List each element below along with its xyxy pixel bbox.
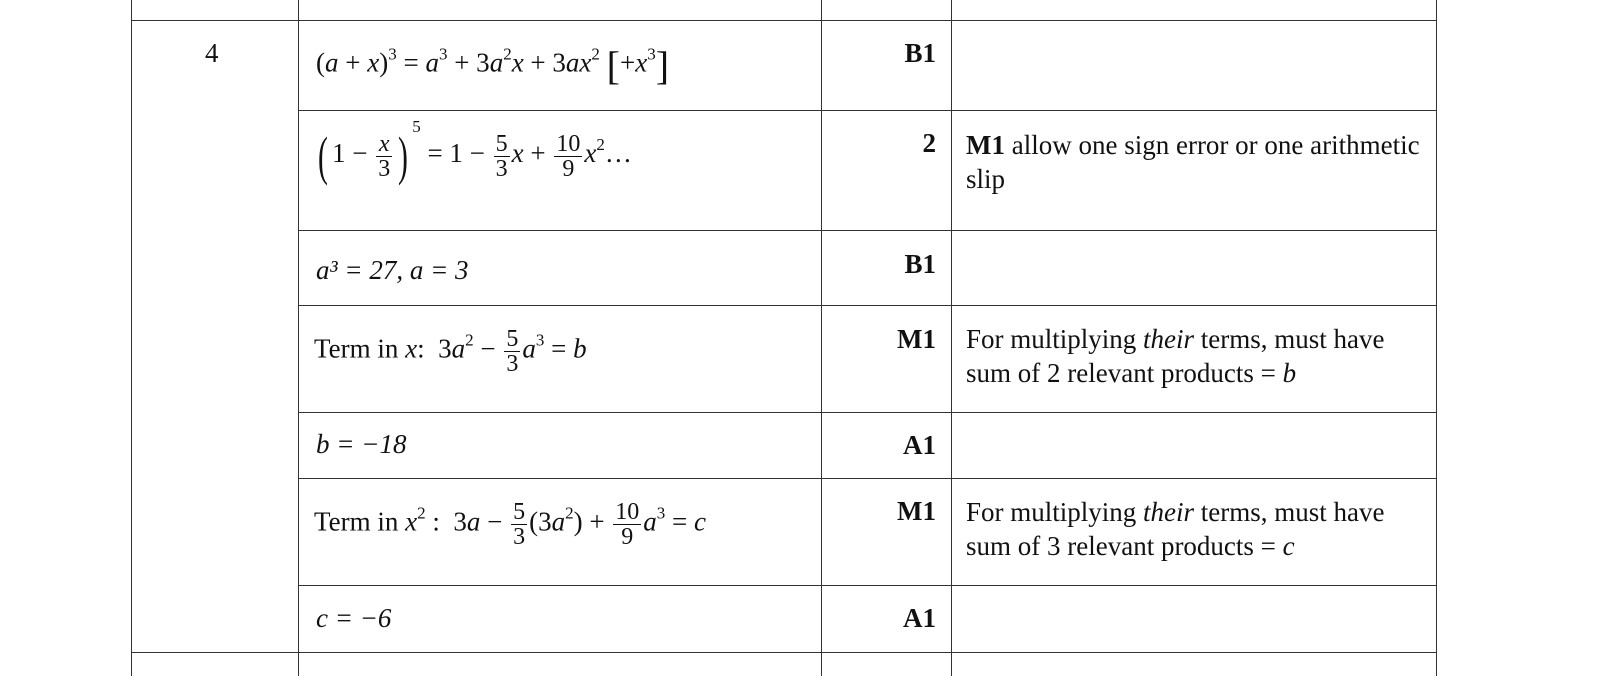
guidance-emphasis: their	[1143, 324, 1195, 354]
guidance-row-6	[966, 495, 1431, 563]
mark-row-4: M1	[897, 324, 936, 354]
table-divider-guidance	[951, 0, 952, 676]
term-label: Term in	[314, 506, 406, 537]
row-divider	[298, 305, 1437, 306]
guidance-variable: b	[1282, 358, 1297, 388]
row-divider	[298, 412, 1437, 413]
table-border-left	[131, 0, 132, 676]
row-divider	[298, 110, 1437, 111]
mark-row-6: M1	[897, 496, 936, 526]
mark-row-1: B1	[904, 38, 936, 68]
guidance-text: For multiplying	[966, 497, 1144, 527]
guidance-row-2	[966, 128, 1426, 196]
guidance-variable: c	[1282, 531, 1295, 561]
answer-term-in-x-squared: Term in $x^2$ : 3a − $\frac{5}{3}$ $(3a^2)$ + $\frac{10}{9}$ $a^3 = c$	[314, 499, 707, 550]
answer-expansion-cube: $(a + x)^3 = a^3 + 3a^2x + 3ax^2$ $[+x^3]$	[316, 43, 670, 88]
answer-binomial-expansion: ( 1 − $\frac{x}{3}$ ) $^5$ = 1 − $\frac{5}{3}$ x + $\frac{10}{9}$ $x^2\dots$	[318, 117, 632, 186]
question-number: 4	[205, 38, 219, 68]
row-divider	[131, 652, 1437, 653]
guidance-text: For multiplying	[966, 324, 1144, 354]
row-divider	[298, 478, 1437, 479]
table-divider-marks	[821, 0, 822, 676]
mark-row-2: 2	[922, 128, 936, 158]
term-variable: x	[405, 333, 418, 364]
guidance-mark-code: M1	[966, 130, 1005, 160]
mark-row-5: A1	[903, 430, 936, 460]
guidance-text: allow one sign error or one arithmetic slip	[966, 130, 1420, 194]
answer-b-value: b = −18	[316, 429, 407, 459]
term-label: Term in	[314, 333, 406, 364]
table-border-right	[1436, 0, 1437, 676]
row-divider	[298, 230, 1437, 231]
guidance-text: terms, must have sum of 2 relevant products =	[966, 324, 1385, 388]
row-divider	[298, 585, 1437, 586]
guidance-emphasis: their	[1143, 497, 1195, 527]
guidance-row-4	[966, 322, 1431, 390]
answer-c-value: c = −6	[316, 603, 392, 633]
mark-row-7: A1	[903, 603, 936, 633]
table-divider-answer	[298, 0, 299, 676]
answer-a-value: a³ = 27, a = 3	[316, 255, 469, 285]
guidance-text: terms, must have sum of 3 relevant products =	[966, 497, 1385, 561]
mark-row-3: B1	[904, 249, 936, 279]
row-divider	[131, 20, 1437, 21]
answer-term-in-x: Term in x: $3a^2$ − $\frac{5}{3}$ $a^3 = b$	[314, 326, 587, 377]
